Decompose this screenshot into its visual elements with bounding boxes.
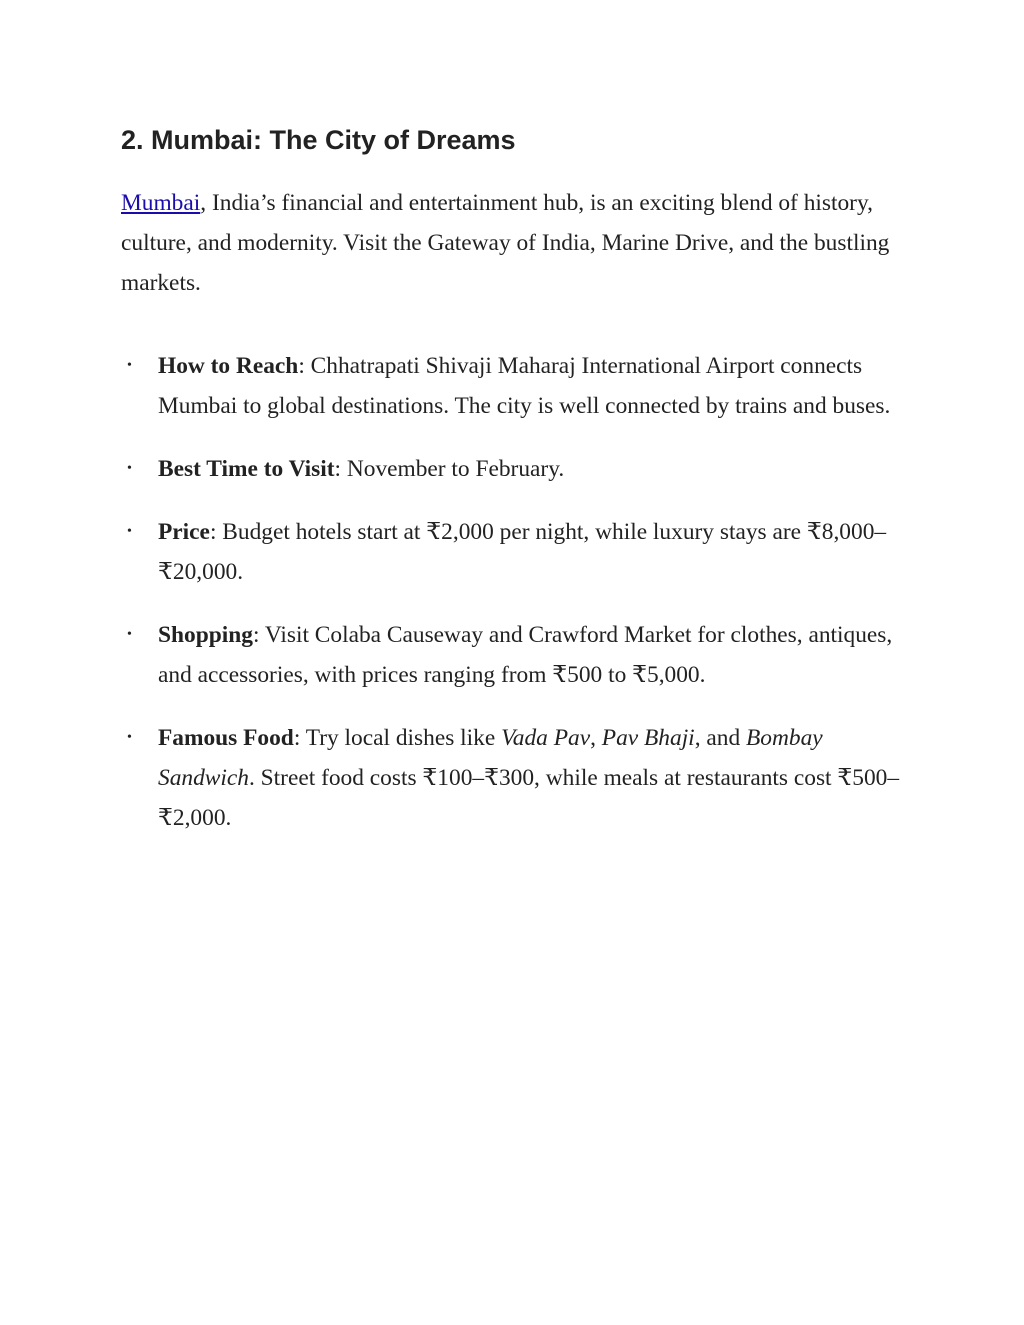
- list-item-price: [121, 512, 911, 592]
- facts-list: [121, 346, 911, 838]
- item-label: Shopping: [158, 622, 253, 648]
- list-item-shopping: [121, 615, 911, 695]
- item-label: Best Time to Visit: [158, 456, 335, 482]
- article-section: [121, 120, 911, 861]
- item-text: . Street food costs ₹100–₹300, while meals at restaurants cost ₹500–₹2,000.: [158, 765, 900, 831]
- item-text: : Budget hotels start at ₹2,000 per night, while luxury stays are ₹8,000–₹20,000.: [158, 519, 887, 585]
- mumbai-link[interactable]: Mumbai: [121, 190, 201, 216]
- dish-name: Vada Pav: [501, 725, 591, 751]
- list-item-famous-food: [121, 718, 911, 838]
- item-text: : Chhatrapati Shivaji Maharaj International Airport connects Mumbai to global destinations. The city is well connected by trains and buses.: [158, 353, 891, 419]
- item-label: How to Reach: [158, 353, 299, 379]
- section-heading: 2. Mumbai: The City of Dreams: [121, 125, 516, 155]
- intro-text: , India’s financial and entertainment hub, is an exciting blend of history, culture, and modernity. Visit the Gateway of India, Marine Drive, and the bustling markets.: [121, 190, 890, 296]
- separator: , and: [694, 725, 747, 751]
- bullet-icon: •: [127, 358, 132, 373]
- separator: ,: [590, 725, 602, 751]
- list-item-how-to-reach: [121, 346, 911, 426]
- item-label: Price: [158, 519, 210, 545]
- bullet-icon: •: [127, 627, 132, 642]
- bullet-icon: •: [127, 524, 132, 539]
- item-label: Famous Food: [158, 725, 294, 751]
- intro-paragraph: [121, 183, 911, 303]
- dish-name: Pav Bhaji: [601, 725, 695, 751]
- item-text: : Try local dishes like: [293, 725, 502, 751]
- item-text: : November to February.: [334, 456, 565, 482]
- bullet-icon: •: [127, 461, 132, 476]
- item-text: : Visit Colaba Causeway and Crawford Market for clothes, antiques, and accessories, with prices ranging from ₹500 to ₹5,000.: [158, 622, 893, 688]
- bullet-icon: •: [127, 730, 132, 745]
- list-item-best-time: [121, 449, 911, 489]
- dish-name: Bombay Sandwich: [158, 725, 823, 791]
